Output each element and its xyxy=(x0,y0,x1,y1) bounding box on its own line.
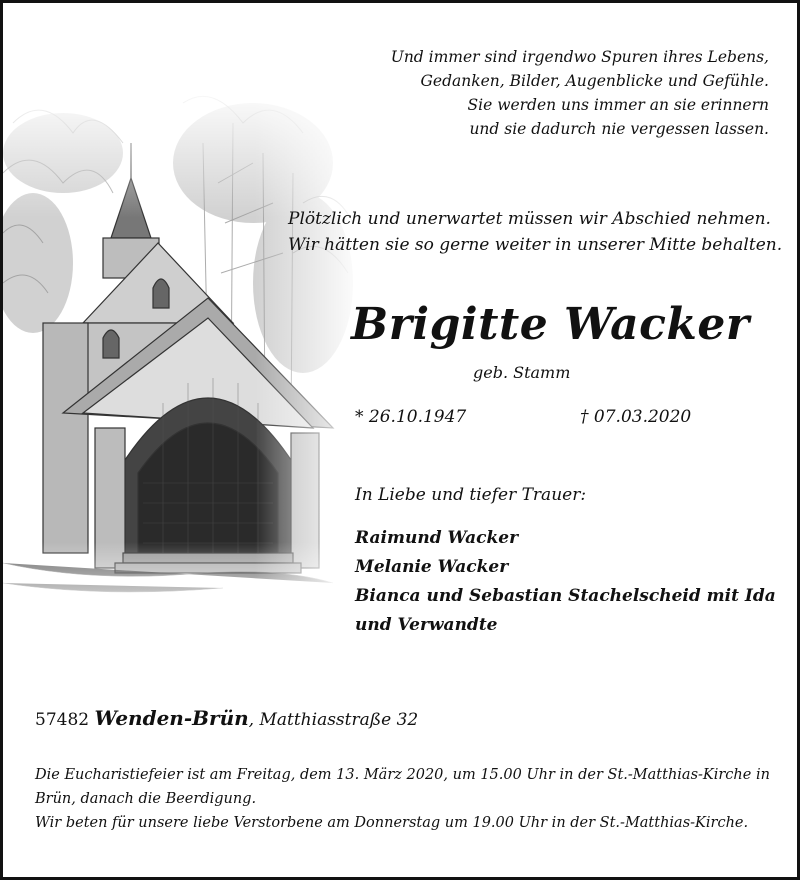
street: , Matthiasstraße 32 xyxy=(248,710,419,730)
poem-line: Sie werden uns immer an sie erinnern xyxy=(467,96,769,114)
mourners-list xyxy=(355,524,776,640)
intro-line-2: Wir hätten sie so gerne weiter in unserer Mitte behalten. xyxy=(288,235,783,255)
mourner: Melanie Wacker xyxy=(355,557,509,577)
chapel-sketch-illustration xyxy=(3,83,363,623)
poem xyxy=(339,45,769,141)
service-info xyxy=(35,763,775,835)
intro-line-1: Plötzlich und unerwartet müssen wir Abschied nehmen. xyxy=(288,209,771,229)
service-line: Wir beten für unsere liebe Verstorbene am Donnerstag um 19.00 Uhr in der St.-Matthias-Kirche. xyxy=(35,815,749,831)
death-date: † 07.03.2020 xyxy=(580,407,692,427)
poem-line: Gedanken, Bilder, Augenblicke und Gefühle. xyxy=(420,72,769,90)
mourner: und Verwandte xyxy=(355,615,498,635)
address xyxy=(35,706,418,730)
birth-date: * 26.10.1947 xyxy=(355,407,467,427)
mourner: Bianca und Sebastian Stachelscheid mit Ida xyxy=(355,586,776,606)
city: Wenden-Brün xyxy=(94,706,249,730)
grief-line: In Liebe und tiefer Trauer: xyxy=(355,485,587,505)
service-line: Brün, danach die Beerdigung. xyxy=(35,791,257,807)
maiden-name: geb. Stamm xyxy=(473,363,571,382)
intro-text xyxy=(288,206,783,258)
mourner: Raimund Wacker xyxy=(355,528,519,548)
postcode: 57482 xyxy=(35,710,90,730)
poem-line: und sie dadurch nie vergessen lassen. xyxy=(469,120,769,138)
service-line: Die Eucharistiefeier ist am Freitag, dem 13. März 2020, um 15.00 Uhr in der St.-Matthias-Kirche in xyxy=(35,767,770,783)
poem-line: Und immer sind irgendwo Spuren ihres Lebens, xyxy=(390,48,769,66)
deceased-name: Brigitte Wacker xyxy=(351,299,750,350)
